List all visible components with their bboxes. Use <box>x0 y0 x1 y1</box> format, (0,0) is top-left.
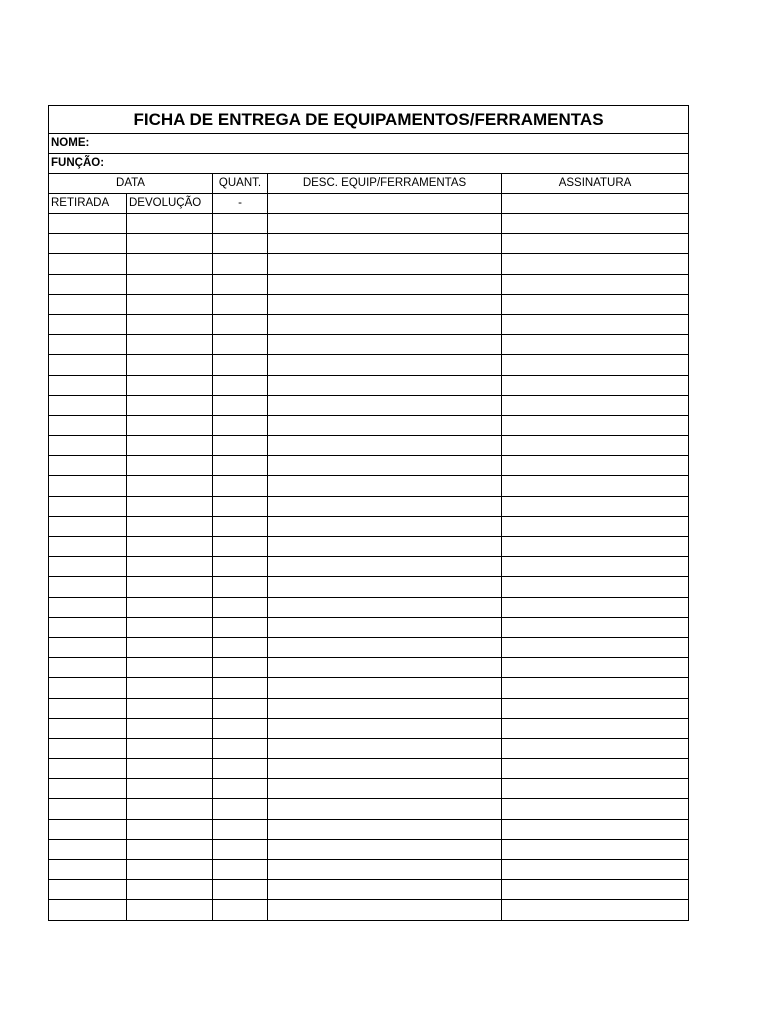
name-field[interactable] <box>49 134 689 154</box>
pickup-date-cell[interactable] <box>49 900 127 920</box>
role-label: FUNÇÃO: <box>51 156 105 169</box>
form-title: FICHA DE ENTREGA DE EQUIPAMENTOS/FERRAMENTAS <box>49 106 689 134</box>
description-cell[interactable] <box>268 718 502 738</box>
return-date-cell[interactable] <box>127 436 213 456</box>
return-date-cell[interactable] <box>127 799 213 819</box>
signature-cell[interactable] <box>502 314 689 334</box>
description-cell[interactable] <box>268 577 502 597</box>
return-date-cell[interactable] <box>127 476 213 496</box>
table-row <box>49 880 689 900</box>
pickup-date-cell[interactable] <box>49 294 127 314</box>
return-date-cell[interactable] <box>127 577 213 597</box>
quantity-cell[interactable] <box>213 597 268 617</box>
table-row <box>49 839 689 859</box>
description-cell[interactable] <box>268 738 502 758</box>
pickup-date-cell[interactable] <box>49 738 127 758</box>
pickup-date-cell[interactable] <box>49 395 127 415</box>
signature-cell[interactable] <box>502 779 689 799</box>
table-row <box>49 476 689 496</box>
title-row <box>49 106 689 134</box>
pickup-date-cell[interactable] <box>49 698 127 718</box>
description-header: DESC. EQUIP/FERRAMENTAS <box>268 174 502 194</box>
quantity-cell[interactable] <box>213 476 268 496</box>
table-row <box>49 759 689 779</box>
pickup-date-cell[interactable] <box>49 577 127 597</box>
pickup-date-cell[interactable] <box>49 274 127 294</box>
description-cell[interactable] <box>268 658 502 678</box>
signature-cell[interactable] <box>502 900 689 920</box>
quantity-cell[interactable] <box>213 658 268 678</box>
return-date-cell[interactable] <box>127 335 213 355</box>
signature-cell[interactable] <box>502 274 689 294</box>
pickup-date-cell[interactable] <box>49 456 127 476</box>
quantity-cell[interactable] <box>213 759 268 779</box>
pickup-date-cell[interactable] <box>49 799 127 819</box>
table-row <box>49 314 689 334</box>
quantity-cell[interactable] <box>213 294 268 314</box>
signature-cell[interactable] <box>502 658 689 678</box>
quantity-cell[interactable] <box>213 900 268 920</box>
name-label: NOME: <box>51 136 90 149</box>
signature-cell[interactable] <box>502 637 689 657</box>
table-row <box>49 254 689 274</box>
description-cell[interactable] <box>268 456 502 476</box>
pickup-date-cell[interactable] <box>49 214 127 234</box>
pickup-date-cell[interactable] <box>49 537 127 557</box>
description-cell[interactable] <box>268 880 502 900</box>
table-row <box>49 577 689 597</box>
quantity-cell[interactable] <box>213 274 268 294</box>
return-date-cell[interactable] <box>127 839 213 859</box>
subheader-row <box>49 194 689 214</box>
table-row <box>49 415 689 435</box>
description-cell[interactable] <box>268 194 502 214</box>
pickup-date-cell[interactable] <box>49 819 127 839</box>
pickup-date-cell[interactable] <box>49 335 127 355</box>
description-cell[interactable] <box>268 900 502 920</box>
return-date-cell[interactable] <box>127 516 213 536</box>
return-date-cell[interactable] <box>127 274 213 294</box>
table-row <box>49 860 689 880</box>
pickup-date-cell[interactable] <box>49 557 127 577</box>
quantity-placeholder: - <box>213 194 268 214</box>
return-date-cell[interactable] <box>127 254 213 274</box>
signature-cell[interactable] <box>502 738 689 758</box>
quantity-cell[interactable] <box>213 415 268 435</box>
table-row <box>49 698 689 718</box>
quantity-cell[interactable] <box>213 839 268 859</box>
quantity-cell[interactable] <box>213 395 268 415</box>
signature-cell[interactable] <box>502 577 689 597</box>
quantity-cell[interactable] <box>213 799 268 819</box>
signature-cell[interactable] <box>502 355 689 375</box>
signature-cell[interactable] <box>502 254 689 274</box>
signature-cell[interactable] <box>502 194 689 214</box>
quantity-cell[interactable] <box>213 254 268 274</box>
table-row <box>49 637 689 657</box>
signature-cell[interactable] <box>502 678 689 698</box>
pickup-date-cell[interactable] <box>49 759 127 779</box>
role-field[interactable] <box>49 154 689 174</box>
signature-cell[interactable] <box>502 294 689 314</box>
description-cell[interactable] <box>268 516 502 536</box>
quantity-header: QUANT. <box>213 174 268 194</box>
table-row <box>49 718 689 738</box>
signature-cell[interactable] <box>502 597 689 617</box>
return-date-cell[interactable] <box>127 900 213 920</box>
signature-cell[interactable] <box>502 819 689 839</box>
return-date-cell[interactable] <box>127 597 213 617</box>
pickup-date-cell[interactable] <box>49 254 127 274</box>
quantity-cell[interactable] <box>213 718 268 738</box>
description-cell[interactable] <box>268 779 502 799</box>
pickup-date-cell[interactable] <box>49 597 127 617</box>
description-cell[interactable] <box>268 597 502 617</box>
table-row <box>49 779 689 799</box>
table-row <box>49 819 689 839</box>
pickup-date-cell[interactable] <box>49 516 127 536</box>
table-row <box>49 617 689 637</box>
pickup-date-cell[interactable] <box>49 375 127 395</box>
quantity-cell[interactable] <box>213 738 268 758</box>
description-cell[interactable] <box>268 860 502 880</box>
signature-cell[interactable] <box>502 839 689 859</box>
table-row <box>49 234 689 254</box>
return-date-cell[interactable] <box>127 355 213 375</box>
quantity-cell[interactable] <box>213 779 268 799</box>
pickup-subheader: RETIRADA <box>49 194 127 214</box>
quantity-cell[interactable] <box>213 577 268 597</box>
return-date-cell[interactable] <box>127 617 213 637</box>
return-date-cell[interactable] <box>127 880 213 900</box>
pickup-date-cell[interactable] <box>49 678 127 698</box>
return-date-cell[interactable] <box>127 537 213 557</box>
description-cell[interactable] <box>268 617 502 637</box>
pickup-date-cell[interactable] <box>49 718 127 738</box>
quantity-cell[interactable] <box>213 214 268 234</box>
return-date-cell[interactable] <box>127 658 213 678</box>
return-date-cell[interactable] <box>127 557 213 577</box>
return-date-cell[interactable] <box>127 496 213 516</box>
description-cell[interactable] <box>268 355 502 375</box>
table-row <box>49 436 689 456</box>
description-cell[interactable] <box>268 557 502 577</box>
table-row <box>49 678 689 698</box>
return-date-cell[interactable] <box>127 375 213 395</box>
signature-cell[interactable] <box>502 718 689 738</box>
description-cell[interactable] <box>268 678 502 698</box>
table-row <box>49 516 689 536</box>
quantity-cell[interactable] <box>213 355 268 375</box>
return-date-cell[interactable] <box>127 415 213 435</box>
return-date-cell[interactable] <box>127 718 213 738</box>
pickup-date-cell[interactable] <box>49 658 127 678</box>
pickup-date-cell[interactable] <box>49 779 127 799</box>
signature-cell[interactable] <box>502 880 689 900</box>
description-cell[interactable] <box>268 415 502 435</box>
table-row <box>49 496 689 516</box>
description-cell[interactable] <box>268 799 502 819</box>
quantity-cell[interactable] <box>213 335 268 355</box>
table-row <box>49 355 689 375</box>
return-date-cell[interactable] <box>127 860 213 880</box>
return-date-cell[interactable] <box>127 294 213 314</box>
description-cell[interactable] <box>268 819 502 839</box>
quantity-cell[interactable] <box>213 234 268 254</box>
quantity-cell[interactable] <box>213 617 268 637</box>
description-cell[interactable] <box>268 759 502 779</box>
description-cell[interactable] <box>268 375 502 395</box>
return-date-cell[interactable] <box>127 738 213 758</box>
return-date-cell[interactable] <box>127 314 213 334</box>
description-cell[interactable] <box>268 436 502 456</box>
quantity-cell[interactable] <box>213 880 268 900</box>
table-row <box>49 557 689 577</box>
quantity-cell[interactable] <box>213 436 268 456</box>
description-cell[interactable] <box>268 294 502 314</box>
quantity-cell[interactable] <box>213 314 268 334</box>
return-date-cell[interactable] <box>127 214 213 234</box>
signature-cell[interactable] <box>502 234 689 254</box>
table-row <box>49 274 689 294</box>
return-date-cell[interactable] <box>127 819 213 839</box>
description-cell[interactable] <box>268 335 502 355</box>
description-cell[interactable] <box>268 395 502 415</box>
signature-cell[interactable] <box>502 537 689 557</box>
pickup-date-cell[interactable] <box>49 355 127 375</box>
table-row <box>49 335 689 355</box>
signature-cell[interactable] <box>502 557 689 577</box>
quantity-cell[interactable] <box>213 496 268 516</box>
signature-cell[interactable] <box>502 436 689 456</box>
pickup-date-cell[interactable] <box>49 839 127 859</box>
description-cell[interactable] <box>268 637 502 657</box>
quantity-cell[interactable] <box>213 557 268 577</box>
signature-cell[interactable] <box>502 476 689 496</box>
table-row <box>49 456 689 476</box>
return-date-cell[interactable] <box>127 759 213 779</box>
signature-cell[interactable] <box>502 415 689 435</box>
return-date-cell[interactable] <box>127 779 213 799</box>
description-cell[interactable] <box>268 476 502 496</box>
description-cell[interactable] <box>268 496 502 516</box>
signature-cell[interactable] <box>502 335 689 355</box>
description-cell[interactable] <box>268 274 502 294</box>
pickup-date-cell[interactable] <box>49 637 127 657</box>
name-row <box>49 134 689 154</box>
pickup-date-cell[interactable] <box>49 880 127 900</box>
signature-cell[interactable] <box>502 516 689 536</box>
signature-cell[interactable] <box>502 214 689 234</box>
return-date-cell[interactable] <box>127 395 213 415</box>
return-date-cell[interactable] <box>127 698 213 718</box>
signature-cell[interactable] <box>502 759 689 779</box>
description-cell[interactable] <box>268 314 502 334</box>
equipment-delivery-form <box>48 105 689 921</box>
description-cell[interactable] <box>268 839 502 859</box>
quantity-cell[interactable] <box>213 819 268 839</box>
description-cell[interactable] <box>268 234 502 254</box>
signature-cell[interactable] <box>502 456 689 476</box>
quantity-cell[interactable] <box>213 456 268 476</box>
quantity-cell[interactable] <box>213 698 268 718</box>
quantity-cell[interactable] <box>213 860 268 880</box>
signature-cell[interactable] <box>502 860 689 880</box>
pickup-date-cell[interactable] <box>49 496 127 516</box>
description-cell[interactable] <box>268 254 502 274</box>
table-row <box>49 738 689 758</box>
table-row <box>49 658 689 678</box>
description-cell[interactable] <box>268 698 502 718</box>
quantity-cell[interactable] <box>213 637 268 657</box>
description-cell[interactable] <box>268 214 502 234</box>
table-row <box>49 900 689 920</box>
pickup-date-cell[interactable] <box>49 617 127 637</box>
date-header: DATA <box>49 174 213 194</box>
role-row <box>49 154 689 174</box>
table-row <box>49 395 689 415</box>
return-date-cell[interactable] <box>127 637 213 657</box>
table-row <box>49 799 689 819</box>
quantity-cell[interactable] <box>213 516 268 536</box>
signature-cell[interactable] <box>502 375 689 395</box>
quantity-cell[interactable] <box>213 537 268 557</box>
pickup-date-cell[interactable] <box>49 415 127 435</box>
signature-header: ASSINATURA <box>502 174 689 194</box>
pickup-date-cell[interactable] <box>49 860 127 880</box>
quantity-cell[interactable] <box>213 678 268 698</box>
return-date-cell[interactable] <box>127 456 213 476</box>
table-row <box>49 214 689 234</box>
signature-cell[interactable] <box>502 395 689 415</box>
signature-cell[interactable] <box>502 496 689 516</box>
signature-cell[interactable] <box>502 698 689 718</box>
signature-cell[interactable] <box>502 799 689 819</box>
description-cell[interactable] <box>268 537 502 557</box>
pickup-date-cell[interactable] <box>49 314 127 334</box>
table-row <box>49 597 689 617</box>
table-row <box>49 375 689 395</box>
return-date-cell[interactable] <box>127 234 213 254</box>
column-header-row <box>49 174 689 194</box>
table-row <box>49 537 689 557</box>
pickup-date-cell[interactable] <box>49 436 127 456</box>
table-row <box>49 294 689 314</box>
return-date-cell[interactable] <box>127 678 213 698</box>
pickup-date-cell[interactable] <box>49 234 127 254</box>
return-subheader: DEVOLUÇÃO <box>127 194 213 214</box>
quantity-cell[interactable] <box>213 375 268 395</box>
pickup-date-cell[interactable] <box>49 476 127 496</box>
signature-cell[interactable] <box>502 617 689 637</box>
